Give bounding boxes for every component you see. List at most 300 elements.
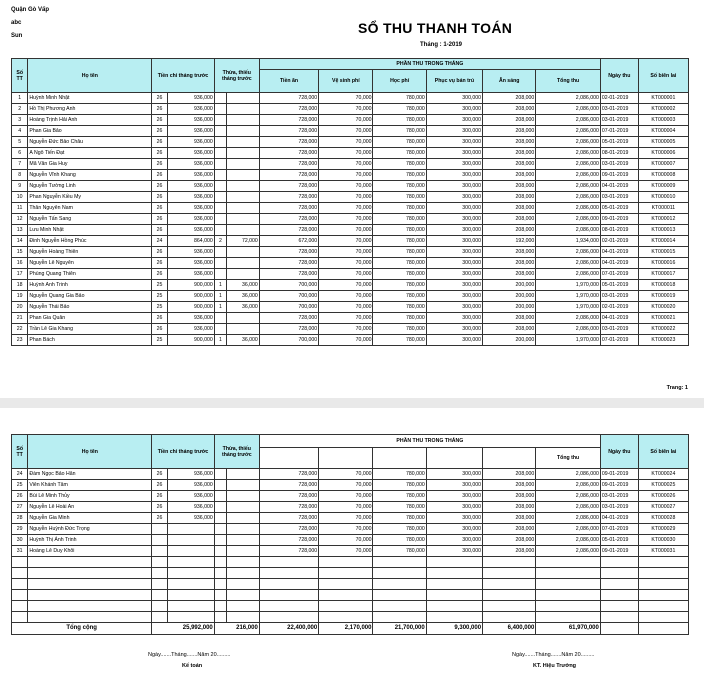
cell-study: 780,000 <box>373 236 426 247</box>
empty-cell <box>227 601 260 612</box>
payment-table-page-2 <box>11 434 689 635</box>
cell-hygiene: 70,000 <box>319 291 373 302</box>
cell-breakfast: 208,000 <box>483 203 536 214</box>
table-row <box>12 181 689 192</box>
col-date: Ngày thu <box>600 59 638 93</box>
empty-cell <box>638 601 688 612</box>
cell-service: 300,000 <box>426 269 482 280</box>
cell-diff-amount <box>227 469 260 480</box>
cell-prev-days: 26 <box>152 170 167 181</box>
cell-total: 1,970,000 <box>536 280 601 291</box>
table-row <box>12 335 689 346</box>
table-row <box>12 203 689 214</box>
cell-receipt: KT000018 <box>638 280 688 291</box>
cell-service: 300,000 <box>426 214 482 225</box>
cell-prev-amount <box>167 524 214 535</box>
empty-row <box>12 612 689 623</box>
cell-tuition: 728,000 <box>259 535 318 546</box>
cell-diff-amount <box>227 313 260 324</box>
col-breakfast: Ăn sáng <box>483 70 536 93</box>
cell-total: 2,086,000 <box>536 491 601 502</box>
cell-diff-days <box>214 535 226 546</box>
cell-stt: 10 <box>12 192 28 203</box>
cell-total: 2,086,000 <box>536 247 601 258</box>
cell-name: Nguyễn Vĩnh Khang <box>28 170 152 181</box>
table-row <box>12 302 689 313</box>
cell-stt: 27 <box>12 502 28 513</box>
empty-cell <box>319 612 373 623</box>
empty-cell <box>483 557 536 568</box>
cell-diff-amount <box>227 535 260 546</box>
totals-study: 21,700,000 <box>373 623 426 635</box>
cell-prev-days: 26 <box>152 115 167 126</box>
cell-diff-days <box>214 225 226 236</box>
cell-stt: 18 <box>12 280 28 291</box>
cell-prev-amount: 936,000 <box>167 126 214 137</box>
empty-cell <box>12 568 28 579</box>
cell-total: 1,970,000 <box>536 302 601 313</box>
cell-prev-days: 26 <box>152 104 167 115</box>
district-label: Quận Gò Vấp <box>11 7 50 13</box>
totals-hygiene: 2,170,000 <box>319 623 373 635</box>
cell-receipt: KT000027 <box>638 502 688 513</box>
cell-study: 780,000 <box>373 513 426 524</box>
cell-date: 03-01-2019 <box>600 502 638 513</box>
empty-cell <box>536 601 601 612</box>
cell-prev-days: 26 <box>152 159 167 170</box>
page-separator <box>0 398 704 408</box>
cell-receipt: KT000031 <box>638 546 688 557</box>
cell-prev-amount <box>167 546 214 557</box>
cell-prev-days: 26 <box>152 203 167 214</box>
cell-name: Hồ Thị Phương Anh <box>28 104 152 115</box>
cell-tuition: 728,000 <box>259 159 318 170</box>
cell-service: 300,000 <box>426 513 482 524</box>
empty-cell <box>28 612 152 623</box>
cell-stt: 7 <box>12 159 28 170</box>
cell-diff-days <box>214 93 226 104</box>
cell-diff-days <box>214 192 226 203</box>
cell-receipt: KT000007 <box>638 159 688 170</box>
totals-row <box>12 623 689 635</box>
cell-hygiene: 70,000 <box>319 181 373 192</box>
cell-prev-days: 25 <box>152 335 167 346</box>
cell-service: 300,000 <box>426 502 482 513</box>
cell-stt: 12 <box>12 214 28 225</box>
empty-cell <box>12 557 28 568</box>
empty-row <box>12 568 689 579</box>
cell-breakfast: 208,000 <box>483 324 536 335</box>
cell-date: 05-01-2019 <box>600 280 638 291</box>
cell-hygiene: 70,000 <box>319 313 373 324</box>
col-receipt: Số biên lai <box>638 435 688 469</box>
cell-breakfast: 192,000 <box>483 236 536 247</box>
cell-name: Viên Khánh Tâm <box>28 480 152 491</box>
cell-prev-days: 26 <box>152 269 167 280</box>
cell-prev-days: 26 <box>152 93 167 104</box>
cell-diff-days <box>214 170 226 181</box>
empty-cell <box>536 557 601 568</box>
col-service-blank <box>426 448 482 469</box>
cell-stt: 13 <box>12 225 28 236</box>
table-row <box>12 546 689 557</box>
empty-cell <box>227 590 260 601</box>
cell-prev-days: 24 <box>152 236 167 247</box>
empty-cell <box>214 590 226 601</box>
col-tuition: Tiền ăn <box>259 70 318 93</box>
cell-name: Nguyễn Lê Hoài An <box>28 502 152 513</box>
cell-hygiene: 70,000 <box>319 159 373 170</box>
totals-prev: 25,992,000 <box>152 623 214 635</box>
cell-stt: 16 <box>12 258 28 269</box>
totals-empty-receipt <box>638 623 688 635</box>
cell-service: 300,000 <box>426 115 482 126</box>
cell-diff-amount <box>227 247 260 258</box>
empty-cell <box>28 579 152 590</box>
cell-name: Lưu Minh Nhật <box>28 225 152 236</box>
cell-prev-amount: 900,000 <box>167 291 214 302</box>
col-hygiene: Vệ sinh phí <box>319 70 373 93</box>
cell-receipt: KT000030 <box>638 535 688 546</box>
cell-diff-amount <box>227 214 260 225</box>
cell-diff-amount <box>227 480 260 491</box>
cell-hygiene: 70,000 <box>319 192 373 203</box>
cell-diff-days <box>214 524 226 535</box>
cell-hygiene: 70,000 <box>319 104 373 115</box>
cell-prev-amount: 936,000 <box>167 170 214 181</box>
cell-breakfast: 208,000 <box>483 513 536 524</box>
empty-cell <box>167 612 214 623</box>
cell-date: 07-01-2019 <box>600 269 638 280</box>
cell-study: 780,000 <box>373 192 426 203</box>
cell-total: 2,086,000 <box>536 137 601 148</box>
cell-study: 780,000 <box>373 535 426 546</box>
cell-prev-amount: 936,000 <box>167 513 214 524</box>
cell-total: 1,970,000 <box>536 291 601 302</box>
col-group: PHẦN THU TRONG THÁNG <box>259 435 600 448</box>
table-row <box>12 137 689 148</box>
cell-diff-days <box>214 159 226 170</box>
cell-total: 2,086,000 <box>536 170 601 181</box>
cell-service: 300,000 <box>426 159 482 170</box>
cell-total: 2,086,000 <box>536 313 601 324</box>
cell-stt: 24 <box>12 469 28 480</box>
cell-receipt: KT000005 <box>638 137 688 148</box>
cell-prev-amount: 864,000 <box>167 236 214 247</box>
col-study: Học phí <box>373 70 426 93</box>
cell-study: 780,000 <box>373 181 426 192</box>
empty-cell <box>373 612 426 623</box>
cell-diff-amount <box>227 513 260 524</box>
empty-cell <box>483 612 536 623</box>
cell-diff-amount: 36,000 <box>227 302 260 313</box>
cell-receipt: KT000013 <box>638 225 688 236</box>
page-number: Trang: 1 <box>666 385 688 391</box>
empty-cell <box>373 601 426 612</box>
cell-study: 780,000 <box>373 159 426 170</box>
cell-study: 780,000 <box>373 115 426 126</box>
cell-tuition: 728,000 <box>259 491 318 502</box>
cell-prev-amount: 936,000 <box>167 269 214 280</box>
cell-breakfast: 208,000 <box>483 502 536 513</box>
cell-breakfast: 208,000 <box>483 469 536 480</box>
cell-receipt: KT000019 <box>638 291 688 302</box>
cell-service: 300,000 <box>426 203 482 214</box>
signature-date-right: Ngày.......Tháng.......Năm 20......... <box>512 652 595 658</box>
cell-name: Huỳnh Thị Ánh Trinh <box>28 535 152 546</box>
table-row <box>12 513 689 524</box>
cell-breakfast: 208,000 <box>483 192 536 203</box>
cell-study: 780,000 <box>373 247 426 258</box>
cell-receipt: KT000008 <box>638 170 688 181</box>
cell-diff-days <box>214 324 226 335</box>
empty-cell <box>600 568 638 579</box>
cell-tuition: 728,000 <box>259 524 318 535</box>
cell-date: 07-01-2019 <box>600 335 638 346</box>
cell-receipt: KT000006 <box>638 148 688 159</box>
cell-diff-days <box>214 313 226 324</box>
cell-service: 300,000 <box>426 469 482 480</box>
cell-breakfast: 208,000 <box>483 313 536 324</box>
cell-name: Đinh Nguyễn Hồng Phúc <box>28 236 152 247</box>
cell-service: 300,000 <box>426 302 482 313</box>
cell-breakfast: 208,000 <box>483 214 536 225</box>
cell-total: 2,086,000 <box>536 225 601 236</box>
cell-receipt: KT000016 <box>638 258 688 269</box>
cell-hygiene: 70,000 <box>319 269 373 280</box>
cell-study: 780,000 <box>373 170 426 181</box>
empty-cell <box>227 557 260 568</box>
cell-service: 300,000 <box>426 313 482 324</box>
cell-diff-amount <box>227 93 260 104</box>
cell-prev-days: 26 <box>152 313 167 324</box>
cell-hygiene: 70,000 <box>319 214 373 225</box>
empty-cell <box>152 590 167 601</box>
cell-total: 2,086,000 <box>536 469 601 480</box>
empty-row <box>12 557 689 568</box>
col-diff: Thừa, thiếu tháng trước <box>214 59 259 93</box>
cell-receipt: KT000001 <box>638 93 688 104</box>
table-row <box>12 93 689 104</box>
col-prev: Tiền chi tháng trước <box>152 59 214 93</box>
col-tuition-blank <box>259 448 318 469</box>
cell-service: 300,000 <box>426 126 482 137</box>
cell-diff-amount <box>227 104 260 115</box>
cell-tuition: 728,000 <box>259 225 318 236</box>
cell-prev-amount: 936,000 <box>167 115 214 126</box>
cell-receipt: KT000010 <box>638 192 688 203</box>
cell-prev-days: 26 <box>152 324 167 335</box>
document-title: SỔ THU THANH TOÁN <box>358 20 513 36</box>
empty-cell <box>600 590 638 601</box>
cell-date: 09-01-2019 <box>600 469 638 480</box>
cell-breakfast: 208,000 <box>483 170 536 181</box>
empty-cell <box>167 601 214 612</box>
cell-diff-days <box>214 126 226 137</box>
cell-total: 2,086,000 <box>536 148 601 159</box>
cell-tuition: 728,000 <box>259 170 318 181</box>
empty-cell <box>638 612 688 623</box>
cell-diff-days <box>214 546 226 557</box>
table-row <box>12 280 689 291</box>
cell-total: 2,086,000 <box>536 93 601 104</box>
cell-prev-amount: 936,000 <box>167 137 214 148</box>
cell-service: 300,000 <box>426 148 482 159</box>
cell-service: 300,000 <box>426 480 482 491</box>
table-row <box>12 225 689 236</box>
cell-diff-amount: 36,000 <box>227 335 260 346</box>
cell-diff-amount <box>227 269 260 280</box>
empty-cell <box>259 590 318 601</box>
cell-service: 300,000 <box>426 491 482 502</box>
empty-row <box>12 590 689 601</box>
table-row <box>12 258 689 269</box>
col-stt: Số TT <box>12 59 28 93</box>
cell-prev-days: 26 <box>152 181 167 192</box>
cell-breakfast: 208,000 <box>483 104 536 115</box>
table-row <box>12 214 689 225</box>
cell-hygiene: 70,000 <box>319 546 373 557</box>
cell-study: 780,000 <box>373 137 426 148</box>
cell-prev-amount: 936,000 <box>167 93 214 104</box>
cell-breakfast: 208,000 <box>483 247 536 258</box>
cell-prev-days: 26 <box>152 469 167 480</box>
cell-breakfast: 208,000 <box>483 524 536 535</box>
table-row <box>12 291 689 302</box>
cell-date: 05-01-2019 <box>600 203 638 214</box>
signature-role-left: Kế toán <box>182 663 203 669</box>
cell-diff-amount <box>227 258 260 269</box>
cell-study: 780,000 <box>373 313 426 324</box>
empty-cell <box>600 612 638 623</box>
cell-date: 05-01-2019 <box>600 137 638 148</box>
cell-date: 09-01-2019 <box>600 170 638 181</box>
cell-receipt: KT000012 <box>638 214 688 225</box>
cell-diff-amount <box>227 203 260 214</box>
cell-name: Nguyễn Gia Minh <box>28 513 152 524</box>
empty-cell <box>152 612 167 623</box>
empty-cell <box>600 601 638 612</box>
cell-diff-amount <box>227 192 260 203</box>
cell-tuition: 728,000 <box>259 502 318 513</box>
cell-date: 04-01-2019 <box>600 258 638 269</box>
cell-study: 780,000 <box>373 104 426 115</box>
cell-diff-days: 1 <box>214 291 226 302</box>
cell-service: 300,000 <box>426 247 482 258</box>
cell-stt: 23 <box>12 335 28 346</box>
cell-receipt: KT000015 <box>638 247 688 258</box>
cell-diff-amount <box>227 159 260 170</box>
empty-cell <box>259 612 318 623</box>
table-row <box>12 524 689 535</box>
cell-receipt: KT000021 <box>638 313 688 324</box>
empty-cell <box>426 590 482 601</box>
cell-prev-days: 25 <box>152 280 167 291</box>
empty-cell <box>426 579 482 590</box>
cell-total: 2,086,000 <box>536 214 601 225</box>
table-row <box>12 269 689 280</box>
cell-receipt: KT000024 <box>638 469 688 480</box>
cell-breakfast: 200,000 <box>483 335 536 346</box>
cell-breakfast: 208,000 <box>483 159 536 170</box>
empty-cell <box>319 557 373 568</box>
cell-service: 300,000 <box>426 546 482 557</box>
cell-diff-days <box>214 137 226 148</box>
header-line-2: abc <box>11 20 22 26</box>
empty-cell <box>227 612 260 623</box>
table-row <box>12 491 689 502</box>
cell-name: Huỳnh Minh Nhật <box>28 93 152 104</box>
cell-prev-amount: 936,000 <box>167 469 214 480</box>
cell-total: 2,086,000 <box>536 192 601 203</box>
empty-cell <box>28 601 152 612</box>
cell-stt: 5 <box>12 137 28 148</box>
cell-name: Hoàng Lê Duy Khôi <box>28 546 152 557</box>
cell-service: 300,000 <box>426 236 482 247</box>
empty-cell <box>536 568 601 579</box>
cell-diff-days <box>214 181 226 192</box>
totals-total: 61,970,000 <box>536 623 601 635</box>
cell-prev-amount: 936,000 <box>167 324 214 335</box>
cell-diff-days <box>214 203 226 214</box>
cell-prev-amount: 936,000 <box>167 104 214 115</box>
empty-cell <box>167 557 214 568</box>
cell-name: Đàm Ngọc Bảo Hân <box>28 469 152 480</box>
cell-hygiene: 70,000 <box>319 524 373 535</box>
cell-name: Nguyễn Tấn Sang <box>28 214 152 225</box>
payment-table-page-1 <box>11 58 689 346</box>
cell-hygiene: 70,000 <box>319 115 373 126</box>
signature-role-right: KT. Hiệu Trưởng <box>533 663 577 669</box>
empty-cell <box>28 568 152 579</box>
table-row <box>12 480 689 491</box>
empty-cell <box>12 601 28 612</box>
cell-receipt: KT000009 <box>638 181 688 192</box>
cell-prev-amount: 936,000 <box>167 313 214 324</box>
cell-tuition: 728,000 <box>259 513 318 524</box>
cell-study: 780,000 <box>373 203 426 214</box>
cell-study: 780,000 <box>373 258 426 269</box>
cell-total: 2,086,000 <box>536 524 601 535</box>
empty-row <box>12 601 689 612</box>
cell-study: 780,000 <box>373 524 426 535</box>
cell-hygiene: 70,000 <box>319 225 373 236</box>
cell-stt: 19 <box>12 291 28 302</box>
cell-diff-days <box>214 480 226 491</box>
cell-prev-days: 26 <box>152 137 167 148</box>
cell-service: 300,000 <box>426 535 482 546</box>
page-2 <box>0 408 704 679</box>
cell-date: 08-01-2019 <box>600 148 638 159</box>
cell-diff-days <box>214 258 226 269</box>
cell-stt: 6 <box>12 148 28 159</box>
cell-stt: 20 <box>12 302 28 313</box>
cell-diff-amount <box>227 148 260 159</box>
empty-cell <box>373 590 426 601</box>
cell-study: 780,000 <box>373 280 426 291</box>
empty-cell <box>373 568 426 579</box>
col-diff: Thừa, thiếu tháng trước <box>214 435 259 469</box>
cell-diff-amount <box>227 225 260 236</box>
cell-date: 03-01-2019 <box>600 104 638 115</box>
col-name: Họ tên <box>28 59 152 93</box>
cell-stt: 26 <box>12 491 28 502</box>
cell-diff-days <box>214 469 226 480</box>
cell-diff-days <box>214 214 226 225</box>
cell-prev-amount: 936,000 <box>167 491 214 502</box>
cell-study: 780,000 <box>373 269 426 280</box>
cell-study: 780,000 <box>373 225 426 236</box>
